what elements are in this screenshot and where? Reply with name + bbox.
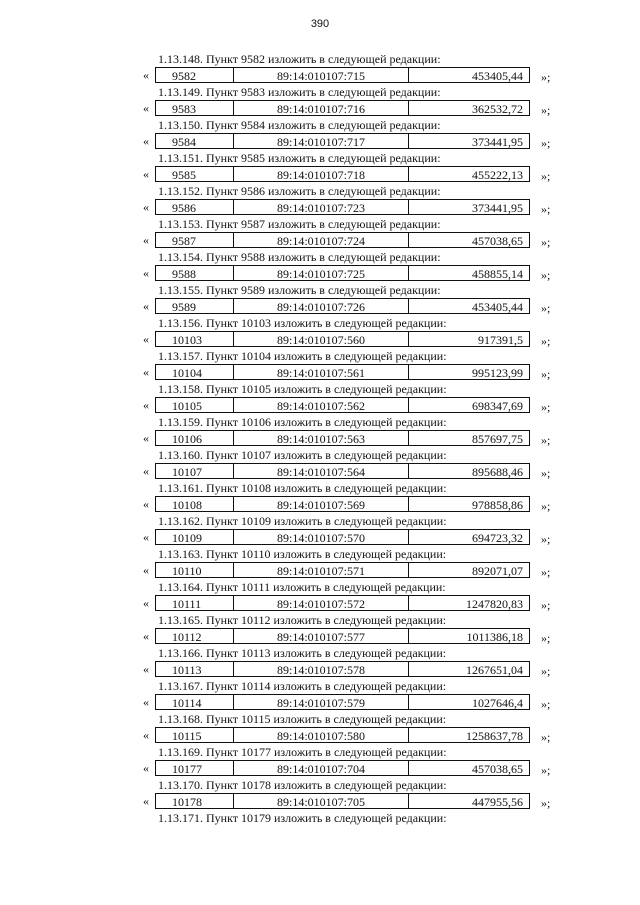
closing-quote: »;	[541, 730, 551, 744]
opening-quote: «	[143, 167, 149, 181]
table-row	[0, 199, 640, 217]
amendment-list	[0, 52, 640, 825]
cadastral-number-cell: 89:14:010107:724	[233, 232, 409, 248]
item-number-cell: 9586	[155, 199, 234, 215]
table-row	[0, 595, 640, 613]
table-row	[0, 133, 640, 151]
item-number-cell: 10113	[155, 661, 234, 677]
cadastral-number-cell: 89:14:010107:572	[233, 595, 409, 611]
item-number-cell: 9587	[155, 232, 234, 248]
entry-heading: 1.13.163. Пункт 10110 изложить в следующей редакции:	[158, 547, 447, 561]
cadastral-number-cell: 89:14:010107:726	[233, 298, 409, 314]
table-row	[0, 793, 640, 811]
value-cell: 1027646,4	[408, 694, 530, 710]
value-cell: 1258637,78	[408, 727, 530, 743]
cadastral-number-cell: 89:14:010107:563	[233, 430, 409, 446]
item-number-cell: 9582	[155, 67, 234, 83]
entry-heading: 1.13.171. Пункт 10179 изложить в следующей редакции:	[158, 811, 447, 825]
opening-quote: «	[143, 266, 149, 280]
opening-quote: «	[143, 695, 149, 709]
value-cell: 694723,32	[408, 529, 530, 545]
item-number-cell: 9584	[155, 133, 234, 149]
table-row	[0, 496, 640, 514]
item-number-cell: 9585	[155, 166, 234, 182]
value-cell: 447955,56	[408, 793, 530, 809]
entry-heading: 1.13.161. Пункт 10108 изложить в следующей редакции:	[158, 481, 447, 495]
table-row	[0, 529, 640, 547]
opening-quote: «	[143, 530, 149, 544]
item-number-cell: 10106	[155, 430, 234, 446]
cadastral-number-cell: 89:14:010107:569	[233, 496, 409, 512]
table-row	[0, 727, 640, 745]
amendment-entry	[0, 85, 640, 118]
closing-quote: »;	[541, 301, 551, 315]
item-number-cell: 9583	[155, 100, 234, 116]
opening-quote: «	[143, 794, 149, 808]
value-cell: 458855,14	[408, 265, 530, 281]
amendment-entry	[0, 514, 640, 547]
entry-heading: 1.13.166. Пункт 10113 изложить в следующей редакции:	[158, 646, 447, 660]
opening-quote: «	[143, 134, 149, 148]
opening-quote: «	[143, 563, 149, 577]
table-row	[0, 463, 640, 481]
value-cell: 978858,86	[408, 496, 530, 512]
amendment-entry	[0, 250, 640, 283]
cadastral-number-cell: 89:14:010107:571	[233, 562, 409, 578]
cadastral-number-cell: 89:14:010107:715	[233, 67, 409, 83]
opening-quote: «	[143, 728, 149, 742]
item-number-cell: 10108	[155, 496, 234, 512]
entry-heading: 1.13.162. Пункт 10109 изложить в следующей редакции:	[158, 514, 447, 528]
value-cell: 453405,44	[408, 67, 530, 83]
cadastral-number-cell: 89:14:010107:560	[233, 331, 409, 347]
table-row	[0, 100, 640, 118]
opening-quote: «	[143, 101, 149, 115]
item-number-cell: 10115	[155, 727, 234, 743]
cadastral-number-cell: 89:14:010107:579	[233, 694, 409, 710]
entry-heading: 1.13.151. Пункт 9585 изложить в следующей редакции:	[158, 151, 441, 165]
cadastral-number-cell: 89:14:010107:725	[233, 265, 409, 281]
item-number-cell: 10109	[155, 529, 234, 545]
amendment-entry	[0, 151, 640, 184]
value-cell: 1011386,18	[408, 628, 530, 644]
value-cell: 1267651,04	[408, 661, 530, 677]
opening-quote: «	[143, 398, 149, 412]
cadastral-number-cell: 89:14:010107:577	[233, 628, 409, 644]
item-number-cell: 10114	[155, 694, 234, 710]
amendment-entry	[0, 382, 640, 415]
item-number-cell: 10103	[155, 331, 234, 347]
closing-quote: »;	[541, 367, 551, 381]
entry-heading: 1.13.153. Пункт 9587 изложить в следующей редакции:	[158, 217, 441, 231]
amendment-entry	[0, 316, 640, 349]
closing-quote: »;	[541, 136, 551, 150]
cadastral-number-cell: 89:14:010107:705	[233, 793, 409, 809]
amendment-entry	[0, 415, 640, 448]
opening-quote: «	[143, 332, 149, 346]
value-cell: 373441,95	[408, 133, 530, 149]
value-cell: 892071,07	[408, 562, 530, 578]
item-number-cell: 10105	[155, 397, 234, 413]
opening-quote: «	[143, 299, 149, 313]
entry-heading: 1.13.168. Пункт 10115 изложить в следующей редакции:	[158, 712, 447, 726]
closing-quote: »;	[541, 400, 551, 414]
opening-quote: «	[143, 233, 149, 247]
item-number-cell: 10177	[155, 760, 234, 776]
entry-heading: 1.13.164. Пункт 10111 изложить в следующей редакции:	[158, 580, 446, 594]
entry-heading: 1.13.149. Пункт 9583 изложить в следующей редакции:	[158, 85, 441, 99]
closing-quote: »;	[541, 565, 551, 579]
amendment-entry	[0, 448, 640, 481]
table-row	[0, 628, 640, 646]
value-cell: 457038,65	[408, 760, 530, 776]
cadastral-number-cell: 89:14:010107:562	[233, 397, 409, 413]
amendment-entry	[0, 217, 640, 250]
entry-heading: 1.13.152. Пункт 9586 изложить в следующей редакции:	[158, 184, 441, 198]
item-number-cell: 10104	[155, 364, 234, 380]
value-cell: 895688,46	[408, 463, 530, 479]
closing-quote: »;	[541, 433, 551, 447]
amendment-entry	[0, 481, 640, 514]
table-row	[0, 760, 640, 778]
opening-quote: «	[143, 68, 149, 82]
amendment-entry	[0, 580, 640, 613]
closing-quote: »;	[541, 631, 551, 645]
table-row	[0, 562, 640, 580]
value-cell: 457038,65	[408, 232, 530, 248]
item-number-cell: 10178	[155, 793, 234, 809]
opening-quote: «	[143, 200, 149, 214]
entry-heading: 1.13.157. Пункт 10104 изложить в следующей редакции:	[158, 349, 447, 363]
closing-quote: »;	[541, 763, 551, 777]
item-number-cell: 10112	[155, 628, 234, 644]
cadastral-number-cell: 89:14:010107:561	[233, 364, 409, 380]
value-cell: 373441,95	[408, 199, 530, 215]
value-cell: 1247820,83	[408, 595, 530, 611]
cadastral-number-cell: 89:14:010107:716	[233, 100, 409, 116]
amendment-entry	[0, 184, 640, 217]
amendment-entry	[0, 712, 640, 745]
item-number-cell: 9588	[155, 265, 234, 281]
closing-quote: »;	[541, 70, 551, 84]
table-row	[0, 694, 640, 712]
amendment-entry	[0, 52, 640, 85]
value-cell: 995123,99	[408, 364, 530, 380]
amendment-entry	[0, 679, 640, 712]
opening-quote: «	[143, 365, 149, 379]
value-cell: 362532,72	[408, 100, 530, 116]
entry-heading: 1.13.150. Пункт 9584 изложить в следующей редакции:	[158, 118, 441, 132]
amendment-entry	[0, 118, 640, 151]
amendment-entry	[0, 613, 640, 646]
amendment-entry	[0, 745, 640, 778]
value-cell: 857697,75	[408, 430, 530, 446]
cadastral-number-cell: 89:14:010107:717	[233, 133, 409, 149]
item-number-cell: 10107	[155, 463, 234, 479]
value-cell: 917391,5	[408, 331, 530, 347]
item-number-cell: 10111	[155, 595, 234, 611]
entry-heading: 1.13.156. Пункт 10103 изложить в следующей редакции:	[158, 316, 447, 330]
opening-quote: «	[143, 464, 149, 478]
entry-heading: 1.13.169. Пункт 10177 изложить в следующей редакции:	[158, 745, 447, 759]
amendment-entry	[0, 547, 640, 580]
table-row	[0, 661, 640, 679]
entry-heading: 1.13.159. Пункт 10106 изложить в следующей редакции:	[158, 415, 447, 429]
opening-quote: «	[143, 497, 149, 511]
cadastral-number-cell: 89:14:010107:718	[233, 166, 409, 182]
cadastral-number-cell: 89:14:010107:564	[233, 463, 409, 479]
opening-quote: «	[143, 629, 149, 643]
closing-quote: »;	[541, 466, 551, 480]
opening-quote: «	[143, 596, 149, 610]
value-cell: 698347,69	[408, 397, 530, 413]
table-row	[0, 232, 640, 250]
table-row	[0, 67, 640, 85]
closing-quote: »;	[541, 664, 551, 678]
entry-heading: 1.13.154. Пункт 9588 изложить в следующей редакции:	[158, 250, 441, 264]
cadastral-number-cell: 89:14:010107:578	[233, 661, 409, 677]
opening-quote: «	[143, 761, 149, 775]
closing-quote: »;	[541, 499, 551, 513]
entry-heading: 1.13.167. Пункт 10114 изложить в следующей редакции:	[158, 679, 447, 693]
table-row	[0, 298, 640, 316]
item-number-cell: 9589	[155, 298, 234, 314]
cadastral-number-cell: 89:14:010107:723	[233, 199, 409, 215]
opening-quote: «	[143, 662, 149, 676]
entry-heading: 1.13.165. Пункт 10112 изложить в следующей редакции:	[158, 613, 447, 627]
closing-quote: »;	[541, 532, 551, 546]
value-cell: 455222,13	[408, 166, 530, 182]
amendment-entry	[0, 283, 640, 316]
item-number-cell: 10110	[155, 562, 234, 578]
table-row	[0, 265, 640, 283]
table-row	[0, 364, 640, 382]
closing-quote: »;	[541, 169, 551, 183]
amendment-entry	[0, 646, 640, 679]
closing-quote: »;	[541, 796, 551, 810]
entry-heading: 1.13.160. Пункт 10107 изложить в следующей редакции:	[158, 448, 447, 462]
cadastral-number-cell: 89:14:010107:570	[233, 529, 409, 545]
closing-quote: »;	[541, 235, 551, 249]
closing-quote: »;	[541, 202, 551, 216]
amendment-entry	[0, 349, 640, 382]
entry-heading: 1.13.148. Пункт 9582 изложить в следующей редакции:	[158, 52, 441, 66]
table-row	[0, 430, 640, 448]
table-row	[0, 166, 640, 184]
cadastral-number-cell: 89:14:010107:580	[233, 727, 409, 743]
table-row	[0, 331, 640, 349]
page-number: 390	[310, 18, 330, 30]
entry-heading: 1.13.158. Пункт 10105 изложить в следующей редакции:	[158, 382, 447, 396]
closing-quote: »;	[541, 598, 551, 612]
closing-quote: »;	[541, 334, 551, 348]
entry-heading: 1.13.155. Пункт 9589 изложить в следующей редакции:	[158, 283, 441, 297]
table-row	[0, 397, 640, 415]
closing-quote: »;	[541, 268, 551, 282]
entry-heading: 1.13.170. Пункт 10178 изложить в следующей редакции:	[158, 778, 447, 792]
value-cell: 453405,44	[408, 298, 530, 314]
amendment-entry	[0, 778, 640, 811]
closing-quote: »;	[541, 697, 551, 711]
opening-quote: «	[143, 431, 149, 445]
cadastral-number-cell: 89:14:010107:704	[233, 760, 409, 776]
closing-quote: »;	[541, 103, 551, 117]
